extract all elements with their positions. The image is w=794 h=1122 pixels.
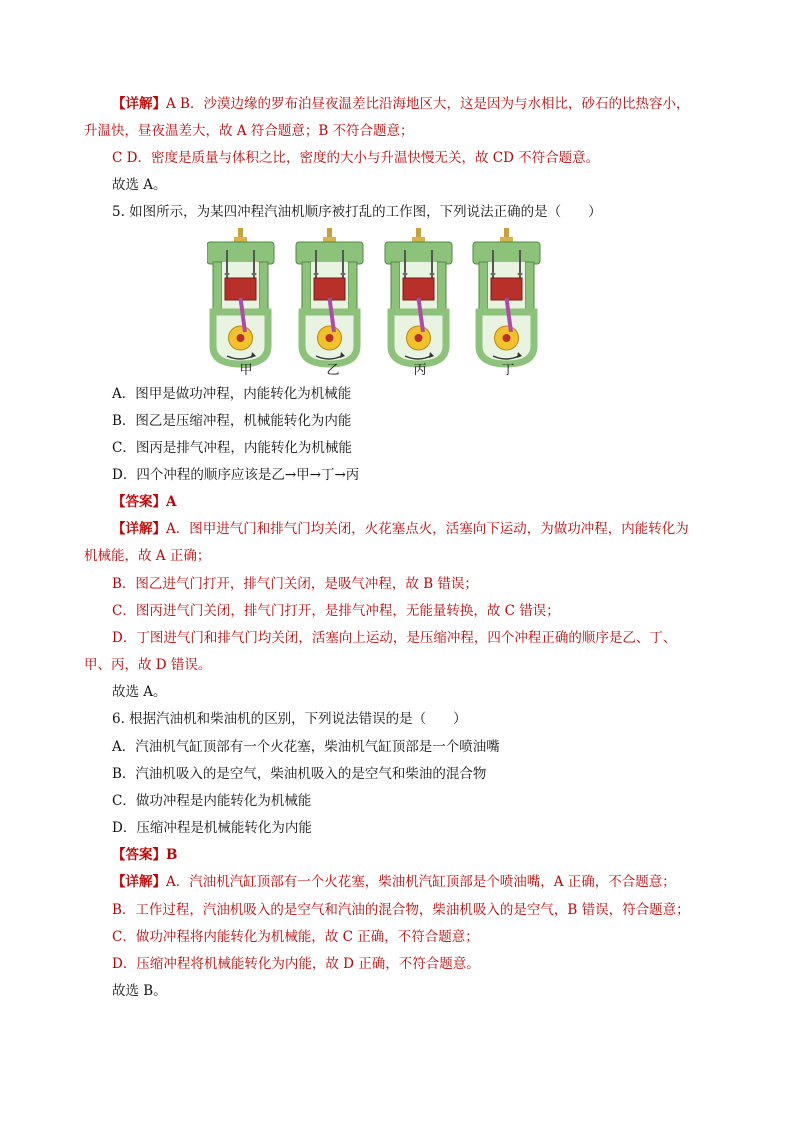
q6-stem: 6. 根据汽油机和柴油机的区别，下列说法错误的是（ ） — [112, 711, 467, 727]
q6-explain-line1: 【详解】A．汽油机汽缸顶部有一个火花塞，柴油机汽缸顶部是个喷油嘴，A 正确，不合题意； — [112, 874, 676, 890]
figure-label-yi: 乙 — [326, 363, 340, 378]
q4-final-answer: 故选 A。 — [112, 177, 167, 193]
explain-tag: 【详解】 — [112, 874, 166, 890]
q6-answer: 【答案】B — [112, 847, 178, 863]
q5-explain-line6: 甲、丙，故 D 错误。 — [84, 657, 212, 673]
q5-explain-line3: B．图乙进气门打开，排气门关闭，是吸气冲程，故 B 错误； — [112, 576, 478, 592]
q6-option-c: C．做功冲程是内能转化为机械能 — [112, 793, 312, 809]
engine-yi-diagram — [296, 228, 363, 364]
q6-option-a: A．汽油机气缸顶部有一个火花塞，柴油机气缸顶部是一个喷油嘴 — [112, 739, 500, 755]
q5-answer: 【答案】A — [112, 494, 177, 510]
q5-explain-line5: D．丁图进气门和排气门均关闭，活塞向上运动，是压缩冲程，四个冲程正确的顺序是乙、丁、 — [112, 630, 677, 646]
figure-label-jia: 甲 — [239, 363, 253, 378]
q5-stem: 5. 如图所示，为某四冲程汽油机顺序被打乱的工作图，下列说法正确的是（ ） — [112, 204, 602, 220]
q5-option-b: B．图乙是压缩冲程，机械能转化为内能 — [112, 413, 352, 429]
q6-explain-line2: B．工作过程，汽油机吸入的是空气和汽油的混合物，柴油机吸入的是空气，B 错误，符合题意； — [112, 902, 690, 918]
q4-explain-line3: C D．密度是质量与体积之比，密度的大小与升温快慢无关，故 CD 不符合题意。 — [112, 150, 600, 166]
q5-explain-line2: 机械能，故 A 正确； — [84, 548, 211, 564]
q5-explain-line4: C．图丙进气门关闭，排气门打开，是排气冲程，无能量转换，故 C 错误； — [112, 603, 560, 619]
q4-explain-line2: 升温快，昼夜温差大，故 A 符合题意；B 不符合题意； — [84, 123, 414, 139]
engine-ding-diagram — [473, 228, 540, 364]
q5-explain-line1: 【详解】A．图甲进气门和排气门均关闭，火花塞点火，活塞向下运动，为做功冲程，内能转化为 — [112, 521, 689, 537]
q5-option-d: D．四个冲程的顺序应该是乙→甲→丁→丙 — [112, 467, 360, 483]
explain-tag: 【详解】 — [112, 521, 166, 537]
engine-bing-diagram — [385, 228, 452, 364]
engine-strokes-figure — [207, 226, 541, 376]
q5-final-answer: 故选 A。 — [112, 684, 167, 700]
q4-explain-line1: 【详解】A B．沙漠边缘的罗布泊昼夜温差比沿海地区大，这是因为与水相比，砂石的比热容小， — [112, 96, 690, 112]
q6-option-b: B．汽油机吸入的是空气，柴油机吸入的是空气和柴油的混合物 — [112, 766, 487, 782]
q6-explain-line3: C．做功冲程将内能转化为机械能，故 C 正确，不符合题意； — [112, 929, 479, 945]
explain-tag: 【详解】 — [112, 96, 166, 112]
q6-option-d: D．压缩冲程是机械能转化为内能 — [112, 820, 312, 836]
engine-jia-diagram — [207, 228, 274, 364]
q6-final-answer: 故选 B。 — [112, 983, 167, 999]
q5-option-c: C．图丙是排气冲程，内能转化为机械能 — [112, 440, 352, 456]
figure-label-ding: 丁 — [501, 363, 515, 378]
q5-option-a: A．图甲是做功冲程，内能转化为机械能 — [112, 386, 352, 402]
figure-label-bing: 丙 — [413, 363, 427, 378]
q6-explain-line4: D．压缩冲程将机械能转化为内能，故 D 正确，不符合题意。 — [112, 956, 480, 972]
